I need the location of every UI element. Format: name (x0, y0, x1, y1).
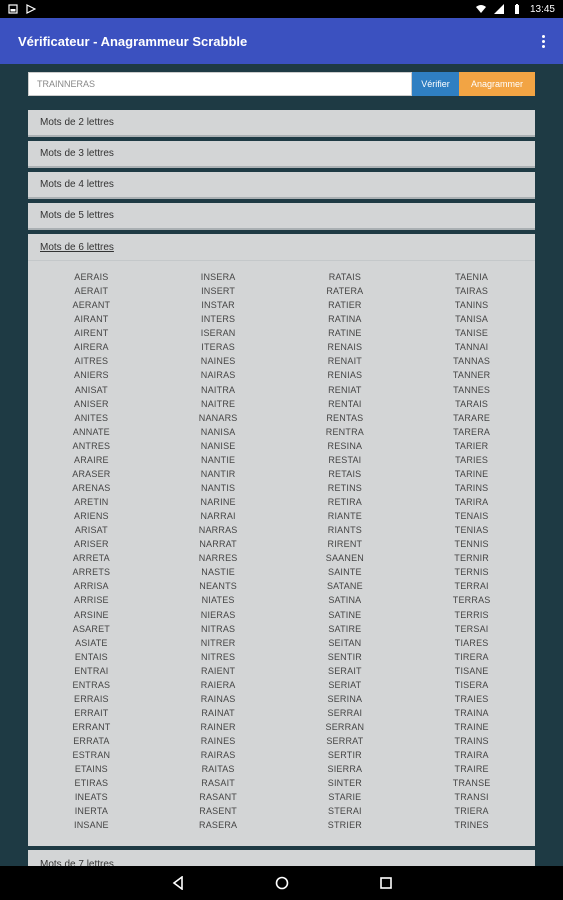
word-item: ANISER (74, 398, 109, 409)
word-item: TAIRAS (455, 286, 489, 297)
section-2-letters[interactable]: Mots de 2 lettres (28, 110, 535, 137)
word-item: TRAINS (454, 736, 489, 747)
word-item: TARAIS (455, 398, 489, 409)
word-item: AERAIS (74, 272, 109, 282)
word-item: TANINS (454, 300, 489, 311)
word-item: INSERA (200, 272, 236, 282)
section-6-letters-title[interactable]: Mots de 6 lettres (28, 234, 535, 261)
section-7-letters[interactable]: Mots de 7 lettres (28, 850, 535, 866)
section-4-letters[interactable]: Mots de 4 lettres (28, 172, 535, 199)
word-column (282, 270, 409, 833)
word-item: ENTRAS (72, 679, 111, 690)
word-item: SERTIR (327, 750, 362, 761)
word-item: TRANSE (452, 778, 491, 789)
word-item: SERAIT (328, 665, 362, 676)
word-item: NANISE (200, 440, 236, 451)
word-item: TERSAI (454, 623, 489, 634)
app-bar (0, 18, 563, 64)
word-item: RESINA (327, 440, 363, 451)
word-item: ANITES (74, 412, 109, 423)
word-item: TARIRA (454, 497, 489, 507)
word-item: NARRES (198, 553, 238, 564)
word-item: SERIAT (328, 679, 362, 690)
word-item: RENTRA (325, 426, 364, 437)
verify-button[interactable]: Vérifier (412, 72, 459, 96)
word-item: NARINE (200, 497, 236, 507)
word-item: SAANEN (325, 553, 364, 564)
word-item: ESTRAN (72, 750, 111, 761)
word-item: TIARES (454, 637, 489, 648)
word-item: TARARE (453, 412, 491, 423)
word-item: RAINAS (200, 693, 236, 704)
word-item: TANNAI (454, 342, 489, 353)
wifi-icon (476, 4, 486, 14)
word-item: TIRERA (454, 651, 489, 662)
word-item: TISERA (454, 679, 489, 690)
word-item: NANISA (200, 426, 236, 437)
word-item: INSANE (74, 820, 109, 831)
word-item: ARIENS (74, 511, 109, 522)
word-item: ETAINS (74, 764, 108, 775)
word-item: STERAI (328, 806, 362, 817)
word-item: NIERAS (200, 609, 236, 620)
word-item: ERRAIT (74, 707, 109, 718)
word-item: TENAIS (454, 511, 489, 522)
word-item: TENIAS (454, 525, 489, 536)
word-item: SAINTE (328, 567, 362, 578)
word-item: TERRAS (452, 595, 491, 606)
word-item: AIRENT (74, 328, 109, 339)
word-item: SATANE (326, 581, 363, 592)
word-input[interactable] (28, 72, 412, 96)
word-item: SATIRE (328, 623, 362, 634)
word-item: RAIRAS (200, 750, 236, 761)
signal-icon (494, 4, 504, 14)
word-item: RAINAT (201, 707, 235, 718)
main-content[interactable] (0, 64, 563, 866)
word-item: AERAIT (74, 286, 109, 297)
word-item: NAITRE (201, 398, 236, 409)
word-item: TRINES (454, 820, 489, 831)
word-item: RASAIT (201, 778, 235, 789)
word-item: RESTAI (328, 454, 362, 465)
word-item: TRAIRE (454, 764, 489, 775)
word-item: TISANE (454, 665, 489, 676)
notification-icon (8, 4, 18, 14)
search-row (28, 72, 535, 96)
word-item: NAITRA (201, 384, 236, 395)
word-item: RAINER (200, 722, 236, 732)
word-item: INERTA (74, 806, 109, 817)
word-item: ASIATE (75, 637, 108, 648)
word-item: SATINE (328, 609, 362, 620)
word-item: TERNIR (454, 553, 489, 564)
word-item: RASERA (199, 820, 238, 831)
word-item: ANTRES (72, 440, 111, 451)
word-item: RENIAS (327, 370, 363, 381)
app-title: Vérificateur - Anagrammeur Scrabble (18, 33, 248, 49)
word-item: NANTIE (201, 454, 236, 465)
word-item: NASTIE (201, 567, 235, 578)
word-item: ISERAN (200, 328, 236, 339)
status-left (8, 4, 36, 14)
word-item: ETIRAS (74, 778, 109, 789)
word-item: SERINA (327, 693, 363, 704)
word-item: AIRERA (74, 342, 109, 353)
word-item: NANTIS (201, 482, 236, 493)
status-right (476, 4, 555, 15)
word-item: ANNATE (72, 426, 110, 437)
word-item: RIANTE (327, 511, 362, 522)
word-item: RETIRA (327, 497, 362, 507)
word-item: RASENT (199, 806, 237, 817)
word-item: TERRIS (454, 609, 489, 620)
word-item: TARINE (454, 468, 489, 479)
word-item: TRAINE (454, 722, 489, 732)
word-item: RATINE (328, 328, 362, 339)
word-item: TANNER (452, 370, 491, 381)
word-item: STARIE (328, 792, 362, 803)
word-item: SENTIR (327, 651, 362, 662)
word-item: TRANSI (454, 792, 489, 803)
anagram-button[interactable]: Anagrammer (459, 72, 535, 96)
word-item: RATAIS (328, 272, 362, 282)
word-item: NARRAT (199, 539, 237, 550)
word-item: ARAIRE (74, 454, 109, 465)
home-icon[interactable] (275, 876, 289, 890)
word-item: TRIERA (454, 806, 489, 817)
word-item: SERRAT (326, 736, 364, 747)
word-item: ITERAS (201, 342, 235, 353)
word-item: STRIER (327, 820, 362, 831)
word-item: RAITAS (201, 764, 235, 775)
word-item: ARRISE (74, 595, 109, 606)
word-item: INTERS (201, 314, 236, 325)
word-item: RAIERA (200, 679, 236, 690)
word-item: NITRAS (201, 623, 236, 634)
word-column (408, 270, 535, 833)
word-item: ARRISA (74, 581, 109, 592)
section-5-letters[interactable]: Mots de 5 lettres (28, 203, 535, 230)
word-item: TENNIS (454, 539, 489, 550)
word-item: ERRATA (73, 736, 110, 747)
word-item: AITRES (74, 356, 109, 367)
word-item: RENTAI (328, 398, 362, 409)
word-item: ARRETS (72, 567, 111, 578)
word-item: ARISAT (74, 525, 108, 536)
word-item: SERRAI (327, 707, 363, 718)
word-item: SINTER (327, 778, 362, 789)
word-item: ARISER (74, 539, 109, 550)
back-icon[interactable] (171, 876, 185, 890)
word-item: TARINS (454, 482, 489, 493)
word-column (155, 270, 282, 833)
word-item: NANTIR (200, 468, 236, 479)
word-item: TAENIA (455, 272, 489, 282)
word-item: RAINES (200, 736, 236, 747)
word-item: RIANTS (327, 525, 362, 536)
word-item: ARETIN (74, 497, 109, 507)
word-item: RAIENT (201, 665, 236, 676)
word-item: RASANT (199, 792, 237, 803)
word-item: NARRAS (198, 525, 238, 536)
word-item: NAIRAS (200, 370, 236, 381)
word-item: ERRANT (72, 722, 111, 732)
word-item: SIERRA (327, 764, 363, 775)
word-item: NAINES (200, 356, 236, 367)
word-grid (28, 270, 535, 833)
word-item: ARENAS (72, 482, 111, 493)
word-item: SATINA (328, 595, 362, 606)
word-item: ARRETA (72, 553, 110, 564)
word-item: ENTRAI (74, 665, 109, 676)
word-item: ANIERS (74, 370, 109, 381)
word-item: AERANT (72, 300, 111, 311)
word-item: NITRER (200, 637, 236, 648)
status-bar (0, 0, 563, 18)
word-item: TRAIES (454, 693, 489, 704)
word-item: TERNIS (454, 567, 489, 578)
word-item: NIATES (201, 595, 235, 606)
word-item: TARIER (454, 440, 489, 451)
word-item: RETINS (327, 482, 362, 493)
word-item: RENAIS (327, 342, 363, 353)
section-3-letters[interactable]: Mots de 3 lettres (28, 141, 535, 168)
word-column (28, 270, 155, 833)
word-item: RATINA (328, 314, 362, 325)
word-item: SEITAN (328, 637, 362, 648)
recents-icon[interactable] (379, 876, 393, 890)
word-item: RETAIS (328, 468, 362, 479)
word-item: TANNAS (453, 356, 491, 367)
word-item: SERRAN (325, 722, 365, 732)
word-item: RENAIT (327, 356, 362, 367)
word-item: RENTAS (326, 412, 364, 423)
word-item: RENIAT (328, 384, 362, 395)
word-item: ANISAT (74, 384, 108, 395)
word-item: NARRAI (200, 511, 236, 522)
word-item: ASARET (72, 623, 110, 634)
word-item: NEANTS (199, 581, 237, 592)
word-item: INEATS (74, 792, 108, 803)
word-item: AIRANT (74, 314, 109, 325)
play-store-icon (26, 4, 36, 14)
word-item: TRAIRA (454, 750, 489, 761)
word-item: NANARS (198, 412, 238, 423)
status-time: 13:45 (529, 3, 555, 15)
word-item: TERRAI (454, 581, 489, 592)
word-item: TRAINA (454, 707, 489, 718)
word-item: INSERT (201, 286, 236, 297)
navigation-bar (0, 866, 563, 900)
word-item: ARSINE (74, 609, 109, 620)
word-item: ERRAIS (74, 693, 109, 704)
word-item: ENTAIS (74, 651, 108, 662)
word-item: ARASER (72, 468, 111, 479)
word-item: TANISE (455, 328, 489, 339)
section-6-letters (28, 234, 535, 846)
word-item: NITRES (201, 651, 236, 662)
word-item: RIRENT (327, 539, 363, 550)
battery-icon (512, 4, 522, 14)
word-item: INSTAR (201, 300, 235, 311)
word-item: TARIES (455, 454, 489, 465)
word-item: TANISA (455, 314, 489, 325)
word-item: TANNES (453, 384, 491, 395)
word-item: RATIER (328, 300, 362, 311)
word-item: RATERA (326, 286, 364, 297)
overflow-menu-icon[interactable] (535, 31, 551, 51)
word-item: TARERA (453, 426, 491, 437)
